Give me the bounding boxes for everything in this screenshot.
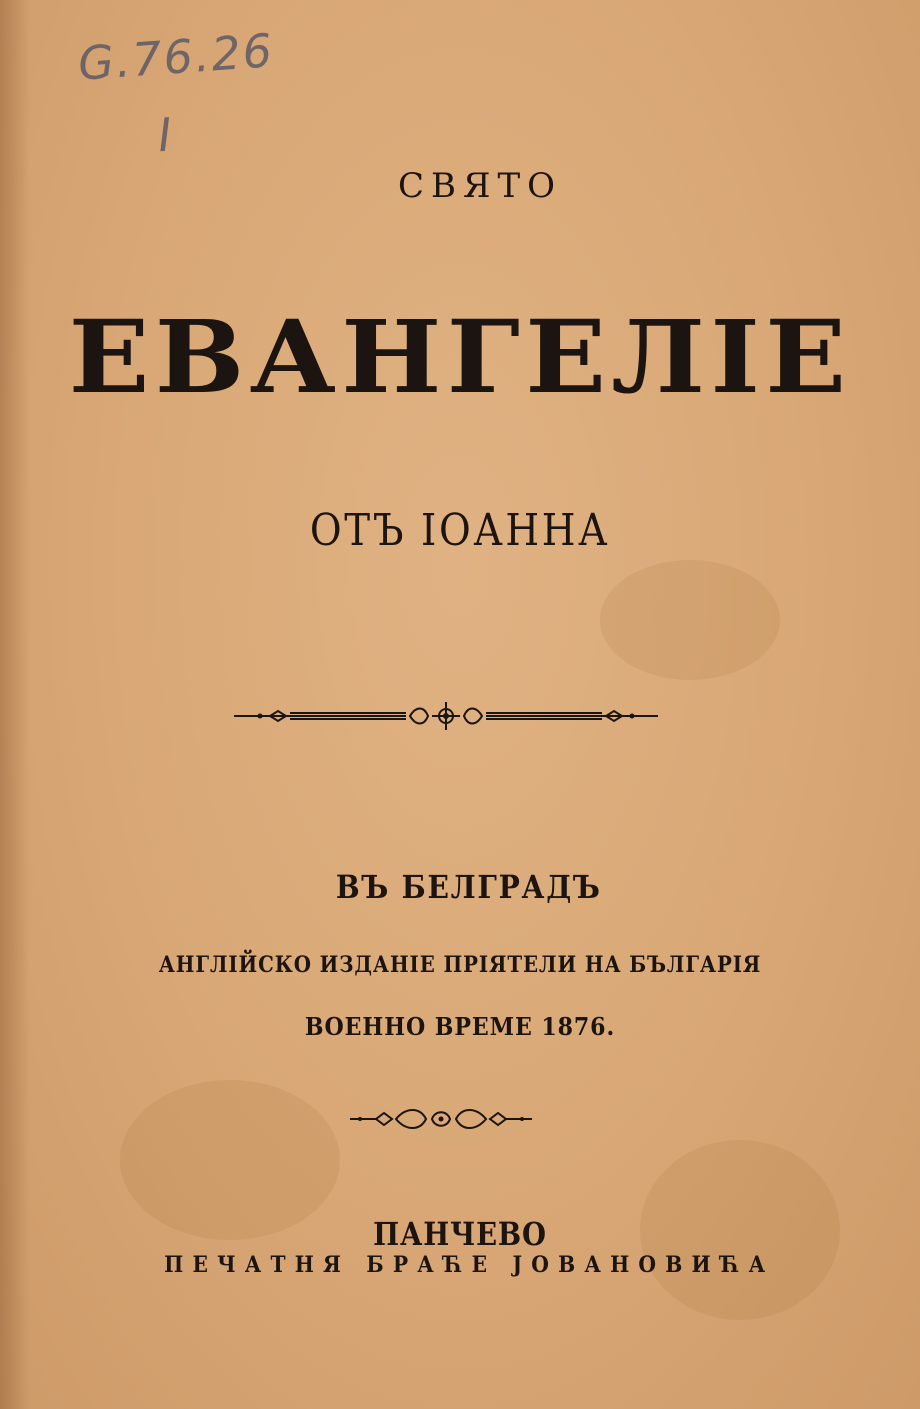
paper-stain <box>600 560 780 680</box>
main-title: ЕВАНГЕЛІЕ <box>68 298 852 416</box>
spine-shadow <box>0 0 30 1409</box>
library-shelfmark-numeral: I <box>156 107 174 163</box>
subtitle: ОТЪ ІОАННА <box>309 505 611 556</box>
printer-city: ПАНЧЕВО <box>373 1215 547 1253</box>
place-of-publication: ВЪ БЕЛГРАДЪ <box>335 868 602 906</box>
title-line-svyato: СВЯТО <box>397 166 562 206</box>
date-statement: ВОЕННО ВРЕМЕ 1876. <box>304 1012 616 1041</box>
edition-statement: АНГЛІЙСКО ИЗДАНІЕ ПРІЯТЕЛИ НА БЪЛГАРІЯ <box>158 952 762 978</box>
upper-ornament-rule <box>230 700 662 732</box>
library-shelfmark: G.76.26 <box>76 23 276 91</box>
lower-ornament-scroll <box>346 1106 536 1132</box>
printer-name: ПЕЧАТНЯ БРАЋЕ ЈОВАНОВИЋА <box>164 1252 775 1278</box>
